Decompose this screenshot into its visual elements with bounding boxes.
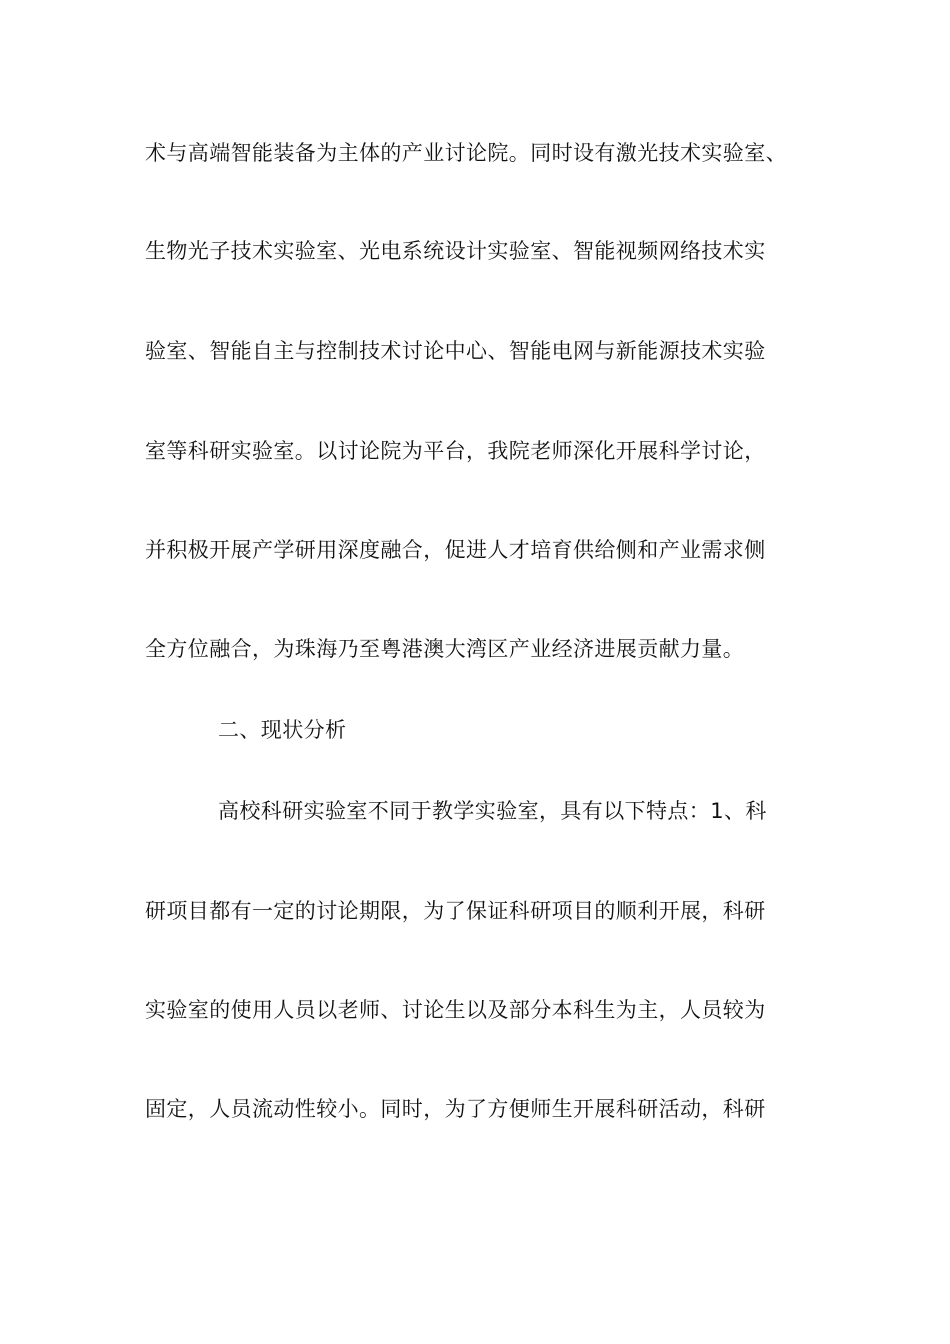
paragraph-line: 固定，人员流动性较小。同时，为了方便师生开展科研活动，科研 xyxy=(145,1097,766,1121)
paragraph-line: 验室、智能自主与控制技术讨论中心、智能电网与新能源技术实验 xyxy=(145,339,766,363)
paragraph-line: 实验室的使用人员以老师、讨论生以及部分本科生为主，人员较为 xyxy=(145,998,766,1022)
section-heading: 二、现状分析 xyxy=(218,718,347,742)
paragraph-line: 研项目都有一定的讨论期限，为了保证科研项目的顺利开展，科研 xyxy=(145,899,766,923)
paragraph-line: 全方位融合，为珠海乃至粤港澳大湾区产业经济进展贡献力量。 xyxy=(145,637,745,661)
paragraph-line: 室等科研实验室。以讨论院为平台，我院老师深化开展科学讨论， xyxy=(145,439,766,463)
paragraph-line: 高校科研实验室不同于教学实验室，具有以下特点：1、科 xyxy=(218,799,767,823)
paragraph-line: 并积极开展产学研用深度融合，促进人才培育供给侧和产业需求侧 xyxy=(145,538,766,562)
paragraph-line: 生物光子技术实验室、光电系统设计实验室、智能视频网络技术实 xyxy=(145,239,766,263)
paragraph-line: 术与高端智能装备为主体的产业讨论院。同时设有激光技术实验室、 xyxy=(145,141,787,165)
